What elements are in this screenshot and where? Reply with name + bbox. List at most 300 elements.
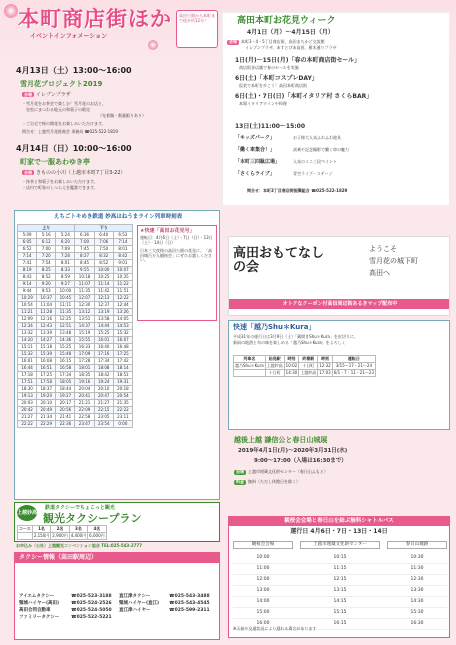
table-cell: 6:40 [94,232,113,239]
table-row [18,232,133,239]
col-header: コース [19,526,31,531]
venue-name: 本町3・4・5丁目商店街、高田まちかど交流館 [241,39,325,44]
time-cell: 13:15 [333,588,347,593]
list-cell: アイエムタクシー [19,594,55,599]
table-cell: 22:22 [18,421,37,428]
table-row [18,358,133,365]
table-cell: 12:43 [37,323,56,330]
table-cell: 15:39 [37,351,56,358]
table-cell: 18:14 [113,365,132,372]
table-cell: 10:07 [113,267,132,274]
table-cell: 16:48 [113,344,132,351]
table-cell: 16:58 [56,365,75,372]
table-cell: 17:25 [37,372,56,379]
table-cell: 2,150円 [33,533,50,538]
table-cell: 18:44 [56,386,75,393]
table-cell: 10:29 [18,295,37,302]
time-cell: 14:15 [333,599,347,604]
table-cell: 20:47 [94,393,113,400]
table-row [18,316,133,323]
col-header: 上り [18,225,75,232]
table-row [18,267,133,274]
table-cell: 13:51 [75,316,94,323]
event-date-1: 4月13日（土）13:00〜16:00 [16,66,132,75]
table-cell: 11:51 [113,288,132,295]
table-cell: 20:54 [113,393,132,400]
table-cell: 21:34 [37,414,56,421]
place-tag: 会場 [24,170,32,175]
table-cell: 12:13 [94,295,113,302]
list-cell: 高田合同自動車 [19,608,51,613]
table-cell: 12:37 [94,302,113,309]
place-name: イレブンプラザ [36,92,71,98]
event-desc: ・雪月花をお茶会で楽しむ！雪月花のお店と、 [22,101,106,106]
table-cell: 8:25 [37,267,56,274]
shuttle-times [233,553,447,630]
table-cell: 9:27 [56,281,75,288]
table-cell: 13:48 [56,330,75,337]
table-cell: 23:05 [94,414,113,421]
table-cell: 3/15〜17・21〜24 [332,363,375,370]
table-row [18,281,133,288]
table-cell: 14:37 [75,323,94,330]
sakura-icon [4,4,18,18]
table-cell: 7:14 [113,239,132,246]
table-cell: 12:51 [56,323,75,330]
col-header: 3名 [69,526,87,533]
table-row [18,330,133,337]
table-cell: 6:36 [75,232,94,239]
table-cell: 22:09 [75,407,94,414]
table-cell: 13:12 [75,309,94,316]
table-cell: 20:41 [75,393,94,400]
table-cell: 15:19 [75,330,94,337]
table-row [18,239,133,246]
table-cell: 18:35 [75,372,94,379]
table-row [18,372,133,379]
kenshin-fee [234,480,300,485]
table-cell: 8:27 [75,253,94,260]
event-desc: （先着順・数量限りあり） [98,113,146,118]
kenshin-panel [228,434,450,494]
shuttle-stops [233,541,447,549]
table-cell: 13:58 [94,316,113,323]
fee-value: 無料（ただし休館日を除く） [248,479,300,484]
table-cell: 6:20 [56,239,75,246]
taxi-list [14,552,220,640]
table-cell: 7:14 [18,253,37,260]
table-row [18,337,133,344]
table-cell: 12:07 [75,295,94,302]
table-cell: 12:30 [75,302,94,309]
venue-tag: 会場 [229,39,237,44]
col-header: 始発駅 [265,356,284,363]
kaisoku-desc: 新潟の地酒と旬の味を楽しめる「越乃Shu＊Kura」をよろしく [233,340,346,345]
table-cell: 12:09 [18,316,37,323]
event-desc: ・ご自宅で桜の開花をお楽しみいただけます。 [22,121,106,126]
kaisoku-desc: 平成31年の運行日は3月9日（土）「蔵開きShu＊Kura」を皮切りに、 [233,334,358,339]
table-cell: 11:21 [18,309,37,316]
stop-name: 観桜会会場 [233,541,293,549]
table-cell: 12:34 [18,323,37,330]
time-cell: 12:30 [410,577,424,582]
kenshin-venue [234,470,328,475]
table-cell: 14:36 [56,337,75,344]
table-cell: 18:05 [56,379,75,386]
table-cell: 15:48 [56,351,75,358]
table-cell: 12:44 [113,302,132,309]
table-cell: 19:27 [56,393,75,400]
hanami-contact: 問合せ：本町3丁目商店街振興組合 ☎025-522-1829 [247,188,348,193]
table-cell: 16:44 [18,365,37,372]
table-row [18,302,133,309]
venue-name: 上越市埋蔵文化財センター（春日山ふもと） [248,469,328,474]
header-subtitle: イベントインフォメーション [30,33,108,40]
table-cell: 15:55 [75,337,94,344]
table-cell: 2,900円 [52,533,68,538]
time-cell: 12:00 [256,577,270,582]
kaisoku-panel [228,320,450,430]
taxi-plan-title: 観光タクシープラン [43,512,142,525]
table-cell [18,533,33,540]
table-cell: 10:00 [94,267,113,274]
taxi-plan-contact: お申込み（公社）上越観光コンベンション協会 TEL:025-543-2777 [16,543,142,548]
table-row [18,344,133,351]
table-row [18,323,133,330]
timetable-panel [14,210,220,500]
table-cell: 20:10 [94,386,113,393]
list-cell: 頸城ハイヤー(直江) [119,601,160,606]
table-cell: 越乃Shu＊Kura [235,363,264,368]
table-row [18,365,133,372]
table-cell: 7:00 [75,239,94,246]
table-cell: 9:55 [75,267,94,274]
taxi-plan [14,502,220,542]
kaisoku-table [233,355,376,377]
hanami-item: 6日(土)・7日(日)「本町イタリア村 さくらBAR」 [235,93,373,100]
omotenashi-line2: 雪月花の城下町 [369,257,418,265]
shuttle-train-title: ★快速「高田お花見号」 [140,228,195,234]
omotenashi-panel [228,236,450,316]
stop-name: 上越市埋蔵文化財センター [300,541,380,549]
time-cell: 11:15 [333,566,347,571]
table-row [233,553,447,564]
table-cell: 20:42 [18,407,37,414]
table-row [18,414,133,421]
table-cell: 14:44 [94,323,113,330]
time-cell: 15:30 [410,610,424,615]
time-cell: 13:30 [410,588,424,593]
list-cell [169,614,217,621]
hanami-item: 13日(土)11:00〜15:00 [235,123,306,130]
table-row [18,407,133,414]
list-cell: ☎025-599-2311 [169,608,210,613]
time-cell: 16:00 [256,621,270,626]
table-cell: 8:52 [37,274,56,281]
table-cell: 17:34 [56,372,75,379]
header-note: 高田公園から本町まで徒歩約12分！ [176,10,218,48]
table-cell: 15:11 [18,344,37,351]
table-cell: 21:27 [18,414,37,421]
table-row [18,295,133,302]
table-cell: 8:43 [18,274,37,281]
table-row [233,575,447,586]
place-tag: 会場 [24,92,32,97]
hanami-dates: 4月1日（月）〜4月15日（月） [247,29,334,36]
table-cell: 7:45 [75,246,94,253]
table-cell: 10:18 [75,274,94,281]
table-cell: 6:52 [113,232,132,239]
col-header: 1名 [32,526,50,533]
list-cell: ☎025-543-4545 [169,601,210,606]
table-cell: 10:25 [94,274,113,281]
table-cell: 20:49 [37,407,56,414]
hanami-item: 1日(月)〜15日(月)「春の本町商店街セール」 [235,57,361,64]
table-cell: 5:16 [37,232,56,239]
hanami-item: 6日(土)「本町コスプレDAY」 [235,75,318,82]
table-cell: 21:35 [113,400,132,407]
table-cell: 9:20 [37,281,56,288]
table-cell: 19:16 [75,379,94,386]
table-cell: 18:42 [94,372,113,379]
table-cell: 16:08 [37,358,56,365]
kenshin-dates: 2019年4月1日(月)〜2020年3月31日(水) [238,448,348,454]
table-cell: 12:16 [37,316,56,323]
table-cell: 15:18 [37,344,56,351]
time-cell: 12:15 [333,577,347,582]
venue-tag: 会場 [236,469,244,474]
table-cell: 11:35 [56,309,75,316]
kaisoku-title: 快速「越乃Shu＊Kura」 [233,323,316,331]
table-cell: 22:15 [94,407,113,414]
table-cell: 19:24 [94,379,113,386]
table-cell: 7:20 [37,253,56,260]
table-cell: 16:51 [37,365,56,372]
hanami-venue-2: イレブンプラザ、あすとぴあ高田、雁木通りプラザ [245,45,337,50]
omotenashi-line1: ようこそ [369,245,397,253]
table-cell: 21:21 [75,400,94,407]
table-row [18,421,133,428]
header-title: 本町商店街ほか [18,6,172,31]
table-cell: 9:01 [113,260,132,267]
table-cell: 20:17 [56,400,75,407]
col-header: 下り [75,225,133,232]
table-cell: 14:30 [285,370,298,375]
table-cell: 8:19 [18,267,37,274]
kenshin-time: 9:00〜17:00（入場は16:30まで） [254,458,347,464]
table-cell: 10:37 [37,295,56,302]
table-cell: 9:53 [37,288,56,295]
event-place-2 [22,170,126,176]
table-cell: 17:09 [75,351,94,358]
table-cell: 14:20 [18,337,37,344]
table-row [233,597,447,608]
table-cell: 22:36 [56,421,75,428]
hanami-desc: 試乗や記念撮影で働く車の魅力 [293,147,349,152]
table-cell: 12:32 [319,363,331,368]
table-cell: 6:12 [37,239,56,246]
taxi-plan-sub: 鉄道タクシーでちょこっと観光 [45,505,115,511]
list-cell: ☎025-524-2526 [71,601,112,606]
table-cell: 7:00 [37,246,56,253]
table-cell: 13:26 [113,309,132,316]
table-row [18,260,133,267]
table-cell: 13:39 [37,330,56,337]
table-cell: 8:52 [94,260,113,267]
table-cell: 19:31 [113,379,132,386]
time-cell: 10:15 [333,555,347,560]
table-cell: 20:56 [56,407,75,414]
col-header: 時刻 [318,356,333,363]
table-cell: 上越妙高 [300,370,317,375]
table-cell: 8:42 [113,253,132,260]
table-cell: 5:09 [18,232,37,239]
event-place-1 [22,92,71,98]
table-cell: 21:27 [94,400,113,407]
omotenashi-banner: オトクなクーポン付高田周辺街あるきマップ配布中 [229,299,450,309]
table-cell: 19:20 [37,393,56,400]
table-cell: 14:05 [113,316,132,323]
table-cell: 4,400円 [70,533,87,538]
table-cell: 6/1・7・11・21〜23 [333,370,374,375]
table-cell: 21:41 [56,414,75,421]
table-cell: 16:15 [56,358,75,365]
table-row [233,564,447,575]
table-cell: 8:32 [94,253,113,260]
event-desc: 皇室にまつわる地元の和菓子の販売 [26,107,90,112]
list-cell: 直江津ハイヤー [119,608,151,613]
col-header: 2名 [51,526,69,533]
table-row [18,400,133,407]
hanami-desc: 青空ライブ・ステージ [293,171,333,176]
table-cell: 17:51 [18,379,37,386]
hanami-desc: お子様大人気ふわふわ遊具 [293,135,341,140]
table-cell: 11:35 [75,288,94,295]
table-cell: 11:22 [113,281,132,288]
list-item [19,593,217,600]
table-cell: 15:32 [18,351,37,358]
hanami-desc: 人気のミニ三段ペイント [293,159,337,164]
table-cell: 17:28 [75,358,94,365]
table-cell: 23:11 [113,414,132,421]
list-cell: ファミリータクシー [19,615,60,620]
table-row [18,288,133,295]
time-cell: 15:15 [333,610,347,615]
table-cell: 13:19 [94,309,113,316]
table-cell: 11:14 [94,281,113,288]
table-row [18,274,133,281]
hanami-item: 「本町三四駄広場」 [235,159,281,165]
table-cell: 11:04 [37,302,56,309]
taxi-plan-table [17,525,107,540]
time-cell: 16:15 [333,621,347,626]
hanami-desc: 商店街各店舗で春のセールを実施 [239,65,299,70]
table-row [18,351,133,358]
hanami-item: 「働く車集合！」 [235,147,276,153]
table-row [233,586,447,597]
shuttle-foot: ※天候や交通状況により遅れる場合があります [233,626,317,631]
table-cell: 7:09 [56,246,75,253]
event-contact: 問合せ：上越雪月花推進会 事務局 ☎025-522-1819 [22,129,118,134]
event-date-2: 4月14日（日）10:00〜16:00 [16,144,132,153]
hanami-desc: 仮装で本町を歩こう！高田本町商店街 [239,83,307,88]
table-cell: 18:37 [37,386,56,393]
table-cell: 11:07 [75,281,94,288]
shuttle-title: 観桜会会場と春日山を結ぶ無料シャトルバス [229,517,449,526]
table-cell: 9:14 [18,281,37,288]
table-cell: 0:00 [113,421,132,428]
table-cell: 15:32 [113,330,132,337]
sakura-icon [148,40,158,50]
table-cell: 22:22 [113,407,132,414]
table-cell: 8:33 [56,267,75,274]
list-item [19,600,217,607]
table-cell: 18:08 [94,365,113,372]
list-item [19,614,217,621]
place-name: きものの小川（上越市本町7丁目3-22） [36,170,126,176]
table-cell: 18:01 [75,365,94,372]
table-cell: 16:01 [94,337,113,344]
table-cell: 9:44 [18,288,37,295]
col-header: 列車名 [234,356,266,363]
table-cell: 十日町 [299,363,318,370]
left-events [8,62,218,204]
table-row [18,393,133,400]
list-cell: ☎025-523-3188 [71,594,112,599]
list-item [19,607,217,614]
list-cell: ☎025-543-3488 [169,594,210,599]
list-cell: 頸城ハイヤー(高田) [19,601,60,606]
event-desc: ・抹茶と和菓子をお楽しみいただけます。 [22,179,98,184]
shuttle-train-dates: 運転日：4月6日（土）・7日（日）・13日（土）・14日（日） [140,235,213,246]
table-cell: 20:03 [18,400,37,407]
table-cell: 17:03 [319,370,331,375]
taxi-list-title: タクシー情報（高田駅周辺） [15,553,219,563]
time-cell: 11:30 [410,566,424,571]
shuttle-train-note: 日本三大夜桜の高田公園の花見に、「高田城百万人観桜会」にぜひお越しください。 [140,247,212,263]
shuttle-train-box [137,225,217,321]
table-cell: 6,000円 [89,533,105,538]
table-cell: 16:33 [75,344,94,351]
hanami-title: 高田本町お花見ウィーク [237,16,336,26]
table-cell: 20:18 [113,386,132,393]
list-cell: 直江津タクシー [119,594,151,599]
table-cell: 17:58 [37,379,56,386]
table-cell: 22:29 [37,421,56,428]
table-cell: 6:52 [18,246,37,253]
time-cell: 15:00 [256,610,270,615]
table-cell: 17:16 [94,351,113,358]
table-cell: 10:45 [56,295,75,302]
table-cell: 16:01 [18,358,37,365]
list-cell: ☎025-522-5221 [71,615,112,620]
table-cell: 17:34 [94,358,113,365]
table-cell: 23:47 [75,421,94,428]
table-cell: 22:58 [75,414,94,421]
table-cell: 18:30 [18,386,37,393]
hanami-desc: 本場イタリアワインや料理 [239,101,287,106]
table-cell: 14:53 [113,323,132,330]
time-cell: 16:30 [410,621,424,626]
table-cell: 23:54 [94,421,113,428]
table-cell: 16:07 [113,337,132,344]
kenshin-title: 越後上越 謙信公と春日山城展 [234,436,328,444]
list-cell: ☎025-524-5050 [71,608,112,613]
table-cell: 15:25 [94,330,113,337]
table-cell: 上越妙高 [266,363,283,368]
table-cell: 12:22 [113,295,132,302]
table-cell: 11:42 [94,288,113,295]
